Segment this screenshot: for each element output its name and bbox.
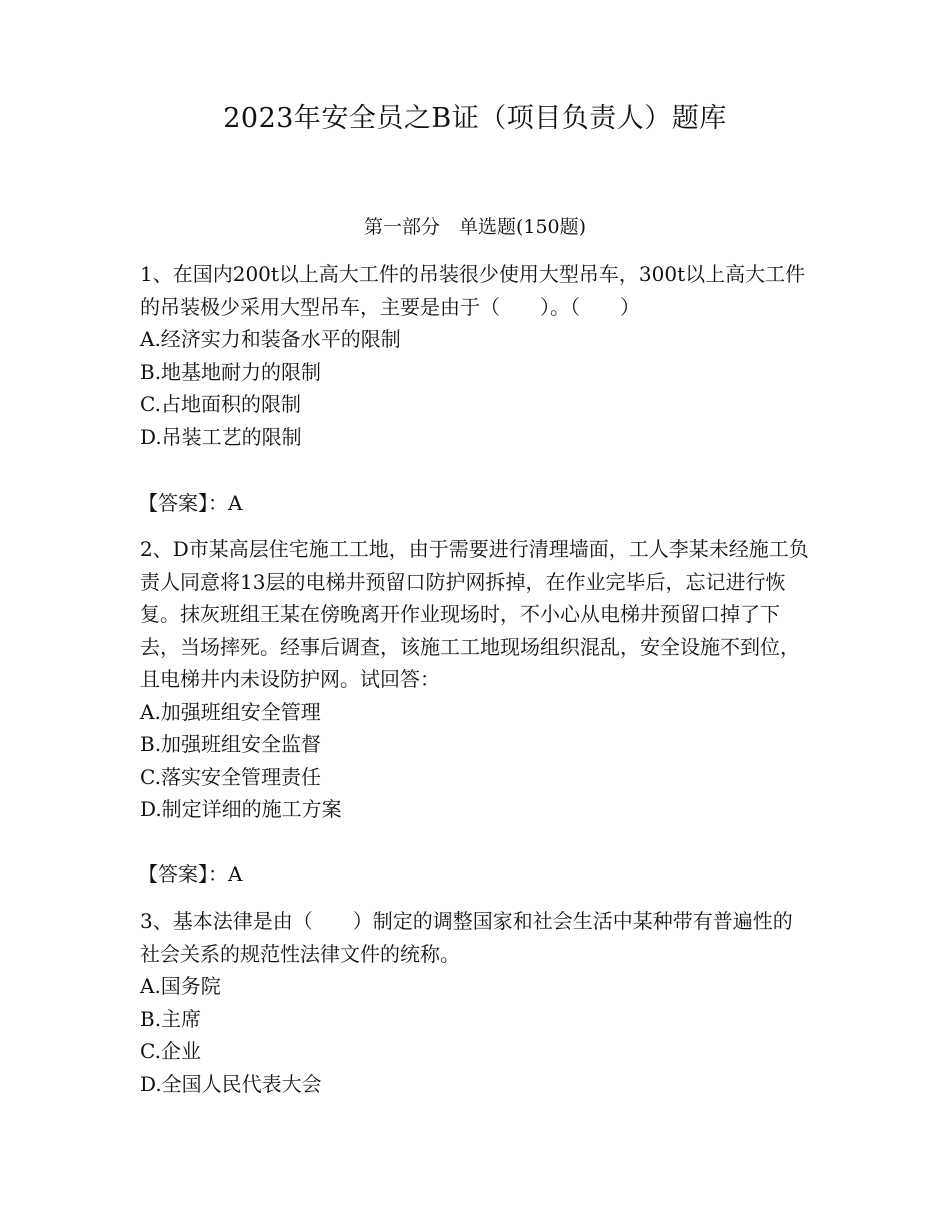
option-a: A.国务院 [140,974,221,998]
question-stem: 2、D市某高层住宅施工工地，由于需要进行清理墙面，工人李某未经施工负责人同意将13层的电梯井预留口防护网拆掉，在作业完毕后，忘记进行恢复。抹灰班组王某在傍晚离开作业现场时，不小心从电梯井预留口掉了下去，当场摔死。经事后调查，该施工工地现场组织混乱，安全设施不到位，且电梯井内未设防护网。试回答： [140,537,809,691]
option-c: C.落实安全管理责任 [140,764,321,789]
question-2 [140,533,810,826]
answer-2: 【答案】：A [138,862,243,886]
question-3 [140,905,810,1100]
section-title: 第一部分 单选题(150题) [363,216,587,238]
option-a: A.经济实力和装备水平的限制 [140,327,401,351]
option-d: D.制定详细的施工方案 [140,797,342,821]
option-d: D.全国人民代表大会 [140,1071,322,1096]
option-c: C.占地面积的限制 [140,392,301,416]
option-b: B.加强班组安全监督 [140,732,322,756]
option-a: A.加强班组安全管理 [140,699,321,724]
option-b: B.地基地耐力的限制 [140,359,322,384]
option-b: B.主席 [140,1006,202,1031]
option-d: D.吊装工艺的限制 [140,424,302,449]
document-title: 2023年安全员之B证（项目负责人）题库 [223,103,727,134]
question-stem: 1、在国内200t以上高大工件的吊装很少使用大型吊车，300t以上高大工件的吊装极少采用大型吊车，主要是由于（ ）。（ ） [140,262,806,319]
option-c: C.企业 [140,1039,201,1063]
answer-1: 【答案】：A [138,491,243,515]
question-stem: 3、基本法律是由（ ）制定的调整国家和社会生活中某种带有普遍性的社会关系的规范性法律文件的统称。 [140,909,793,966]
question-1 [140,258,810,453]
